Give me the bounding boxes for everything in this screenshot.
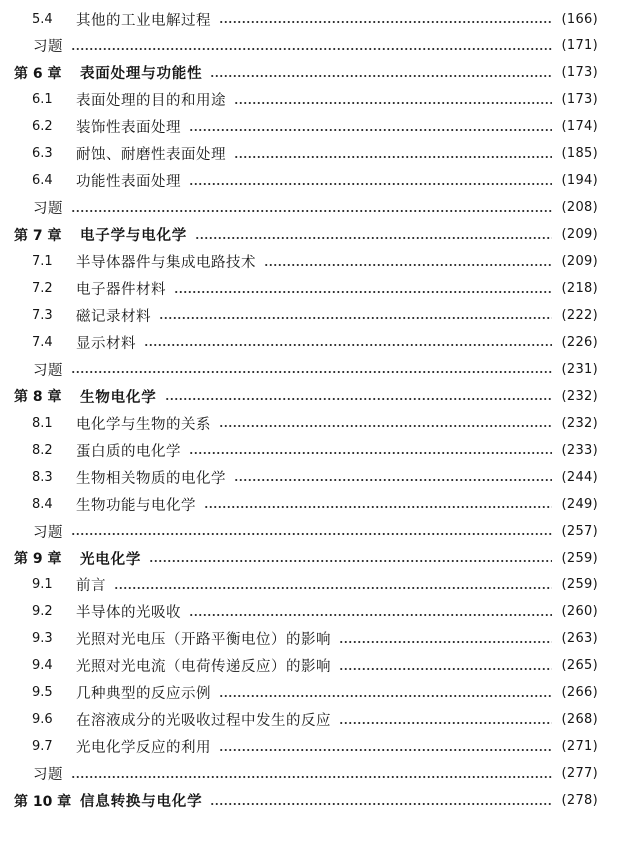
dot-leader bbox=[234, 155, 552, 159]
entry-title: 习题 bbox=[33, 39, 63, 56]
entry-title: 习题 bbox=[33, 767, 63, 784]
dot-leader bbox=[219, 748, 552, 752]
toc-exercise-entry[interactable] bbox=[33, 518, 598, 544]
dot-leader bbox=[114, 586, 552, 590]
toc-chapter-entry[interactable] bbox=[14, 545, 598, 571]
entry-title: 电化学与生物的关系 bbox=[76, 416, 211, 433]
section-number: 9.7 bbox=[32, 739, 53, 755]
toc-chapter-entry[interactable] bbox=[14, 788, 598, 814]
section-number: 9.3 bbox=[32, 631, 53, 647]
entry-title: 表面处理的目的和用途 bbox=[76, 93, 226, 110]
toc-section-entry[interactable] bbox=[32, 302, 598, 328]
dot-leader bbox=[264, 263, 552, 267]
section-number: 9.5 bbox=[32, 685, 53, 701]
page-number: (218) bbox=[561, 281, 598, 296]
dot-leader bbox=[339, 667, 552, 671]
section-number: 6.1 bbox=[32, 92, 53, 108]
dot-leader bbox=[189, 451, 552, 455]
entry-title: 光照对光电流（电荷传递反应）的影响 bbox=[76, 659, 331, 676]
section-number: 5.4 bbox=[32, 11, 53, 27]
entry-title: 生物电化学 bbox=[80, 388, 157, 406]
dot-leader bbox=[71, 47, 552, 51]
toc-section-entry[interactable] bbox=[32, 464, 598, 490]
page-number: (232) bbox=[561, 415, 598, 431]
page-number: (265) bbox=[561, 658, 598, 674]
toc-chapter-entry[interactable] bbox=[14, 383, 598, 409]
page-number: (260) bbox=[561, 604, 598, 620]
toc-section-entry[interactable] bbox=[32, 329, 598, 355]
dot-leader bbox=[71, 532, 552, 536]
page-number: (173) bbox=[561, 65, 598, 81]
entry-title: 光电化学 bbox=[80, 550, 142, 568]
toc-section-entry[interactable] bbox=[32, 707, 598, 733]
toc-section-entry[interactable] bbox=[32, 599, 598, 625]
entry-title: 电子器件材料 bbox=[76, 282, 166, 298]
entry-title: 习题 bbox=[33, 201, 63, 218]
section-number: 6.3 bbox=[32, 146, 53, 162]
toc-section-entry[interactable] bbox=[32, 653, 598, 679]
dot-leader bbox=[159, 316, 552, 320]
section-number: 7.4 bbox=[32, 334, 53, 350]
dot-leader bbox=[71, 775, 552, 779]
page-number: (209) bbox=[561, 254, 598, 270]
dot-leader bbox=[174, 290, 552, 294]
entry-title: 表面处理与功能性 bbox=[80, 65, 203, 83]
section-number: 9.2 bbox=[32, 604, 53, 620]
entry-title: 半导体的光吸收 bbox=[76, 605, 181, 622]
page-number: (249) bbox=[561, 496, 598, 512]
page-number: (278) bbox=[561, 793, 598, 809]
entry-title: 信息转换与电化学 bbox=[80, 793, 203, 811]
page-number: (244) bbox=[561, 469, 598, 485]
dot-leader bbox=[339, 640, 552, 644]
toc-section-entry[interactable] bbox=[32, 276, 598, 302]
dot-leader bbox=[189, 128, 552, 132]
dot-leader bbox=[210, 802, 551, 806]
page-number: (259) bbox=[561, 550, 598, 566]
toc-exercise-entry[interactable] bbox=[33, 356, 598, 382]
page-number: (266) bbox=[561, 685, 598, 701]
section-number: 8.2 bbox=[32, 442, 53, 458]
page-number: (257) bbox=[561, 523, 598, 539]
section-number: 6.4 bbox=[32, 173, 53, 189]
chapter-number: 第 6 章 bbox=[14, 65, 62, 82]
toc-exercise-entry[interactable] bbox=[33, 761, 598, 787]
toc-section-entry[interactable] bbox=[32, 734, 598, 760]
dot-leader bbox=[219, 424, 552, 428]
toc-section-entry[interactable] bbox=[32, 249, 598, 275]
toc-section-entry[interactable] bbox=[32, 626, 598, 652]
page-number: (171) bbox=[561, 38, 598, 54]
entry-title: 光电化学反应的利用 bbox=[76, 740, 211, 757]
page-number: (166) bbox=[561, 11, 598, 27]
page-number: (271) bbox=[561, 739, 598, 755]
entry-title: 电子学与电化学 bbox=[80, 227, 188, 245]
entry-title: 习题 bbox=[33, 362, 63, 379]
dot-leader bbox=[210, 74, 551, 78]
dot-leader bbox=[71, 209, 552, 213]
toc-section-entry[interactable] bbox=[32, 572, 598, 598]
page-number: (194) bbox=[561, 173, 598, 189]
page-number: (208) bbox=[561, 200, 598, 216]
dot-leader bbox=[234, 101, 552, 105]
page-number: (232) bbox=[561, 388, 598, 404]
dot-leader bbox=[195, 236, 551, 240]
toc-section-entry[interactable] bbox=[32, 168, 598, 194]
chapter-number: 第 8 章 bbox=[14, 389, 62, 406]
page-number: (173) bbox=[561, 92, 598, 108]
dot-leader bbox=[234, 478, 552, 482]
page-number: (231) bbox=[561, 361, 598, 377]
page-number: (226) bbox=[561, 334, 598, 350]
page-number: (185) bbox=[561, 146, 598, 162]
toc-section-entry[interactable] bbox=[32, 114, 598, 140]
page-number: (277) bbox=[561, 766, 598, 782]
entry-title: 蛋白质的电化学 bbox=[76, 443, 181, 460]
entry-title: 耐蚀、耐磨性表面处理 bbox=[76, 147, 226, 164]
page-number: (233) bbox=[561, 442, 598, 458]
entry-title: 装饰性表面处理 bbox=[76, 120, 181, 137]
entry-title: 功能性表面处理 bbox=[76, 174, 181, 191]
dot-leader bbox=[219, 694, 552, 698]
page-number: (222) bbox=[561, 307, 598, 323]
dot-leader bbox=[189, 182, 552, 186]
chapter-number: 第 10 章 bbox=[14, 793, 72, 810]
chapter-number: 第 9 章 bbox=[14, 551, 62, 567]
chapter-number: 第 7 章 bbox=[14, 227, 62, 244]
entry-title: 前言 bbox=[76, 578, 106, 595]
entry-title: 半导体器件与集成电路技术 bbox=[76, 255, 256, 272]
dot-leader bbox=[165, 397, 552, 401]
toc-chapter-entry[interactable] bbox=[14, 60, 598, 86]
section-number: 8.3 bbox=[32, 469, 53, 485]
toc-section-entry[interactable] bbox=[32, 141, 598, 167]
page-number: (174) bbox=[561, 119, 598, 135]
toc-exercise-entry[interactable] bbox=[33, 33, 598, 59]
section-number: 8.4 bbox=[32, 496, 53, 512]
page-number: (268) bbox=[561, 712, 598, 728]
page-number: (209) bbox=[561, 227, 598, 243]
page-number: (259) bbox=[561, 577, 598, 593]
dot-leader bbox=[71, 370, 552, 374]
dot-leader bbox=[339, 721, 552, 725]
section-number: 6.2 bbox=[32, 119, 53, 135]
entry-title: 光照对光电压（开路平衡电位）的影响 bbox=[76, 632, 331, 649]
section-number: 8.1 bbox=[32, 415, 53, 431]
entry-title: 其他的工业电解过程 bbox=[76, 12, 211, 29]
entry-title: 生物相关物质的电化学 bbox=[76, 470, 226, 487]
entry-title: 生物功能与电化学 bbox=[76, 497, 196, 514]
toc-exercise-entry[interactable] bbox=[33, 195, 598, 221]
dot-leader bbox=[149, 559, 551, 563]
toc-section-entry[interactable] bbox=[32, 410, 598, 436]
toc-section-entry[interactable] bbox=[32, 6, 598, 32]
section-number: 9.1 bbox=[32, 577, 53, 593]
entry-title: 磁记录材料 bbox=[76, 308, 151, 325]
dot-leader bbox=[204, 505, 552, 509]
section-number: 7.1 bbox=[32, 254, 53, 270]
toc-section-entry[interactable] bbox=[32, 680, 598, 706]
dot-leader bbox=[144, 343, 552, 347]
dot-leader bbox=[189, 613, 552, 617]
toc-section-entry[interactable] bbox=[32, 491, 598, 517]
toc-section-entry[interactable] bbox=[32, 87, 598, 113]
entry-title: 几种典型的反应示例 bbox=[76, 686, 211, 703]
section-number: 7.3 bbox=[32, 307, 53, 323]
page-number: (263) bbox=[561, 631, 598, 647]
section-number: 9.4 bbox=[32, 658, 53, 674]
toc-chapter-entry[interactable] bbox=[14, 222, 598, 248]
toc-section-entry[interactable] bbox=[32, 437, 598, 463]
dot-leader bbox=[219, 20, 552, 24]
entry-title: 在溶液成分的光吸收过程中发生的反应 bbox=[76, 713, 331, 730]
entry-title: 习题 bbox=[33, 524, 63, 541]
entry-title: 显示材料 bbox=[76, 335, 136, 352]
section-number: 9.6 bbox=[32, 712, 53, 728]
section-number: 7.2 bbox=[32, 281, 53, 296]
